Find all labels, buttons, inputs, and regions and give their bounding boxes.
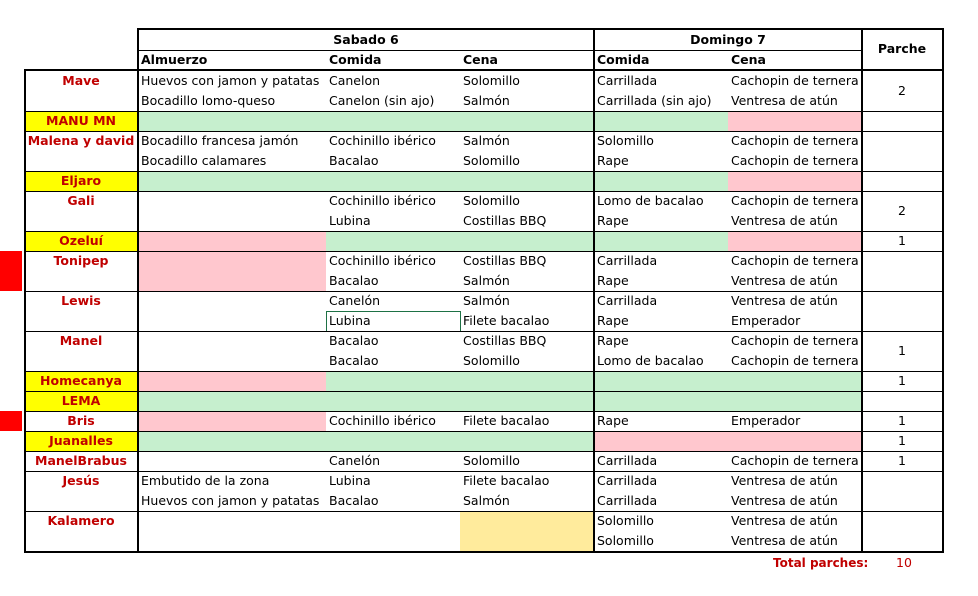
- header-domingo[interactable]: Domingo 7: [690, 32, 766, 47]
- parche-count[interactable]: 2: [898, 83, 906, 98]
- meal-cell[interactable]: Solomillo: [597, 133, 654, 148]
- border-line: [24, 69, 942, 71]
- meal-cell[interactable]: Embutido de la zona: [141, 473, 270, 488]
- meal-cell[interactable]: Carrillada: [597, 453, 658, 468]
- meal-cell[interactable]: Carrillada: [597, 73, 658, 88]
- meal-cell[interactable]: Salmón: [463, 93, 510, 108]
- parche-count[interactable]: 1: [898, 373, 906, 388]
- border-line: [137, 28, 139, 553]
- cell-fill: [594, 431, 862, 451]
- meal-cell[interactable]: Carrillada: [597, 473, 658, 488]
- border-line: [24, 331, 942, 332]
- parche-count[interactable]: 1: [898, 453, 906, 468]
- person-name[interactable]: Manel: [59, 333, 103, 348]
- cell-fill: [138, 391, 862, 411]
- meal-cell[interactable]: Lomo de bacalao: [597, 353, 704, 368]
- meal-cell[interactable]: Ventresa de atún: [731, 273, 838, 288]
- border-line: [593, 28, 595, 553]
- meal-cell[interactable]: Bacalao: [329, 273, 379, 288]
- meal-cell[interactable]: Lomo de bacalao: [597, 193, 704, 208]
- cell-fill: [138, 111, 728, 131]
- meal-cell[interactable]: Lubina: [329, 473, 371, 488]
- meal-cell[interactable]: Ventresa de atún: [731, 213, 838, 228]
- meal-cell[interactable]: Salmón: [463, 293, 510, 308]
- meal-cell[interactable]: Ventresa de atún: [731, 93, 838, 108]
- person-name[interactable]: Kalamero: [47, 513, 115, 528]
- border-line: [24, 191, 942, 192]
- meal-cell[interactable]: Rape: [597, 273, 629, 288]
- border-line: [24, 171, 942, 172]
- header-comida-sabado[interactable]: Comida: [329, 52, 382, 67]
- border-line: [24, 391, 942, 392]
- meal-cell[interactable]: Filete bacalao: [463, 313, 550, 328]
- meal-cell[interactable]: Solomillo: [463, 353, 520, 368]
- border-line: [24, 231, 942, 232]
- row-marker: [0, 411, 22, 431]
- border-line: [861, 28, 863, 553]
- person-name[interactable]: Tonipep: [53, 253, 109, 268]
- meal-cell[interactable]: Emperador: [731, 313, 801, 328]
- cell-fill: [138, 231, 326, 251]
- meal-cell[interactable]: Costillas BBQ: [463, 253, 547, 268]
- cell-fill: [138, 431, 594, 451]
- selected-cell[interactable]: [326, 311, 461, 332]
- header-cena-sabado[interactable]: Cena: [463, 52, 498, 67]
- total-parches-value[interactable]: 10: [896, 555, 912, 570]
- parche-count[interactable]: 1: [898, 433, 906, 448]
- meal-cell[interactable]: Salmón: [463, 493, 510, 508]
- total-parches-label: Total parches:: [773, 556, 869, 570]
- header-cena-domingo[interactable]: Cena: [731, 52, 766, 67]
- meal-cell[interactable]: Carrillada: [597, 493, 658, 508]
- person-name[interactable]: ManelBrabus: [35, 453, 127, 468]
- meal-cell[interactable]: Solomillo: [463, 153, 520, 168]
- person-name[interactable]: Lewis: [61, 293, 101, 308]
- meal-cell[interactable]: Ventresa de atún: [731, 473, 838, 488]
- header-sabado[interactable]: Sabado 6: [333, 32, 399, 47]
- meal-cell[interactable]: Cochinillo ibérico: [329, 413, 436, 428]
- meal-cell[interactable]: Ventresa de atún: [731, 293, 838, 308]
- meal-cell[interactable]: Bocadillo lomo-queso: [141, 93, 276, 108]
- meal-cell[interactable]: Emperador: [731, 413, 801, 428]
- border-line: [24, 451, 942, 452]
- meal-cell[interactable]: Carrillada (sin ajo): [597, 93, 712, 108]
- meal-cell[interactable]: Canelon: [329, 73, 381, 88]
- person-name[interactable]: Eljaro: [60, 173, 102, 188]
- meal-cell[interactable]: Canelón: [329, 453, 381, 468]
- meal-cell[interactable]: Bocadillo francesa jamón: [141, 133, 299, 148]
- border-line: [24, 431, 942, 432]
- meal-cell[interactable]: Cachopin de ternera: [731, 353, 859, 368]
- border-line: [24, 511, 942, 512]
- cell-fill: [138, 171, 728, 191]
- header-almuerzo[interactable]: Almuerzo: [141, 52, 208, 67]
- person-name[interactable]: Bris: [67, 413, 95, 428]
- cell-fill: [138, 251, 326, 291]
- person-name[interactable]: Homecanya: [40, 373, 122, 388]
- meal-cell[interactable]: Rape: [597, 153, 629, 168]
- meal-cell[interactable]: Canelon (sin ajo): [329, 93, 435, 108]
- person-name[interactable]: Jesús: [62, 473, 100, 488]
- border-line: [24, 69, 26, 553]
- meal-cell[interactable]: Solomillo: [463, 453, 520, 468]
- border-line: [138, 50, 862, 51]
- meal-cell[interactable]: Ventresa de atún: [731, 533, 838, 548]
- header-parche[interactable]: Parche: [877, 41, 927, 56]
- meal-cell[interactable]: Carrillada: [597, 293, 658, 308]
- person-name[interactable]: Gali: [67, 193, 95, 208]
- meal-cell[interactable]: Rape: [597, 333, 629, 348]
- meal-cell[interactable]: Bocadillo calamares: [141, 153, 267, 168]
- meal-cell[interactable]: Salmón: [463, 133, 510, 148]
- row-marker: [0, 251, 22, 291]
- meal-cell[interactable]: Cachopin de ternera: [731, 153, 859, 168]
- meal-cell[interactable]: Lubina: [329, 213, 371, 228]
- person-name[interactable]: Juanalles: [49, 433, 113, 448]
- meal-cell[interactable]: Filete bacalao: [463, 473, 550, 488]
- meal-cell[interactable]: Cachopin de ternera: [731, 333, 859, 348]
- border-line: [138, 28, 942, 30]
- meal-cell[interactable]: Huevos con jamon y patatas: [141, 73, 320, 88]
- cell-fill: [728, 111, 862, 131]
- meal-cell[interactable]: Ventresa de atún: [731, 513, 838, 528]
- parche-count[interactable]: 1: [898, 233, 906, 248]
- cell-fill: [326, 231, 728, 251]
- meal-cell[interactable]: Bacalao: [329, 153, 379, 168]
- meal-cell[interactable]: Bacalao: [329, 353, 379, 368]
- meal-cell[interactable]: Cachopin de ternera: [731, 193, 859, 208]
- meal-cell[interactable]: Solomillo: [463, 73, 520, 88]
- meal-cell[interactable]: Cochinillo ibérico: [329, 133, 436, 148]
- border-line: [24, 131, 942, 132]
- meal-cell[interactable]: Huevos con jamon y patatas: [141, 493, 320, 508]
- cell-fill: [728, 171, 862, 191]
- meal-cell[interactable]: Rape: [597, 413, 629, 428]
- parche-count[interactable]: 1: [898, 343, 906, 358]
- meal-cell[interactable]: Cachopin de ternera: [731, 133, 859, 148]
- meal-cell[interactable]: Lubina: [329, 313, 371, 328]
- meal-cell[interactable]: Rape: [597, 213, 629, 228]
- meal-cell[interactable]: Cachopin de ternera: [731, 73, 859, 88]
- meal-cell[interactable]: Cochinillo ibérico: [329, 193, 436, 208]
- border-line: [24, 111, 942, 112]
- border-line: [24, 251, 942, 252]
- meal-cell[interactable]: Ventresa de atún: [731, 493, 838, 508]
- meal-cell[interactable]: Solomillo: [597, 513, 654, 528]
- person-name[interactable]: MANU MN: [46, 113, 116, 128]
- meal-cell[interactable]: Canelón: [329, 293, 381, 308]
- cell-fill: [138, 371, 326, 391]
- cell-fill: [138, 411, 326, 431]
- person-name[interactable]: LEMA: [61, 393, 101, 408]
- person-name[interactable]: Ozeluí: [59, 233, 103, 248]
- meal-cell[interactable]: Solomillo: [463, 193, 520, 208]
- meal-cell[interactable]: Carrillada: [597, 253, 658, 268]
- border-line: [24, 291, 942, 292]
- cell-fill: [460, 511, 594, 551]
- parche-count[interactable]: 1: [898, 413, 906, 428]
- meal-cell[interactable]: Cochinillo ibérico: [329, 253, 436, 268]
- person-name[interactable]: Mave: [62, 73, 100, 88]
- border-line: [942, 28, 944, 553]
- meal-cell[interactable]: Filete bacalao: [463, 413, 550, 428]
- border-line: [24, 371, 942, 372]
- meal-cell[interactable]: Bacalao: [329, 333, 379, 348]
- meal-cell[interactable]: Costillas BBQ: [463, 213, 547, 228]
- cell-fill: [728, 231, 862, 251]
- meal-cell[interactable]: Costillas BBQ: [463, 333, 547, 348]
- meal-cell[interactable]: Rape: [597, 313, 629, 328]
- meal-cell[interactable]: Salmón: [463, 273, 510, 288]
- meal-cell[interactable]: Cachopin de ternera: [731, 253, 859, 268]
- person-name[interactable]: Malena y david: [27, 133, 135, 148]
- header-comida-domingo[interactable]: Comida: [597, 52, 650, 67]
- meal-cell[interactable]: Cachopin de ternera: [731, 453, 859, 468]
- parche-count[interactable]: 2: [898, 203, 906, 218]
- border-line: [24, 411, 942, 412]
- border-line: [24, 471, 942, 472]
- meal-cell[interactable]: Solomillo: [597, 533, 654, 548]
- meal-cell[interactable]: Bacalao: [329, 493, 379, 508]
